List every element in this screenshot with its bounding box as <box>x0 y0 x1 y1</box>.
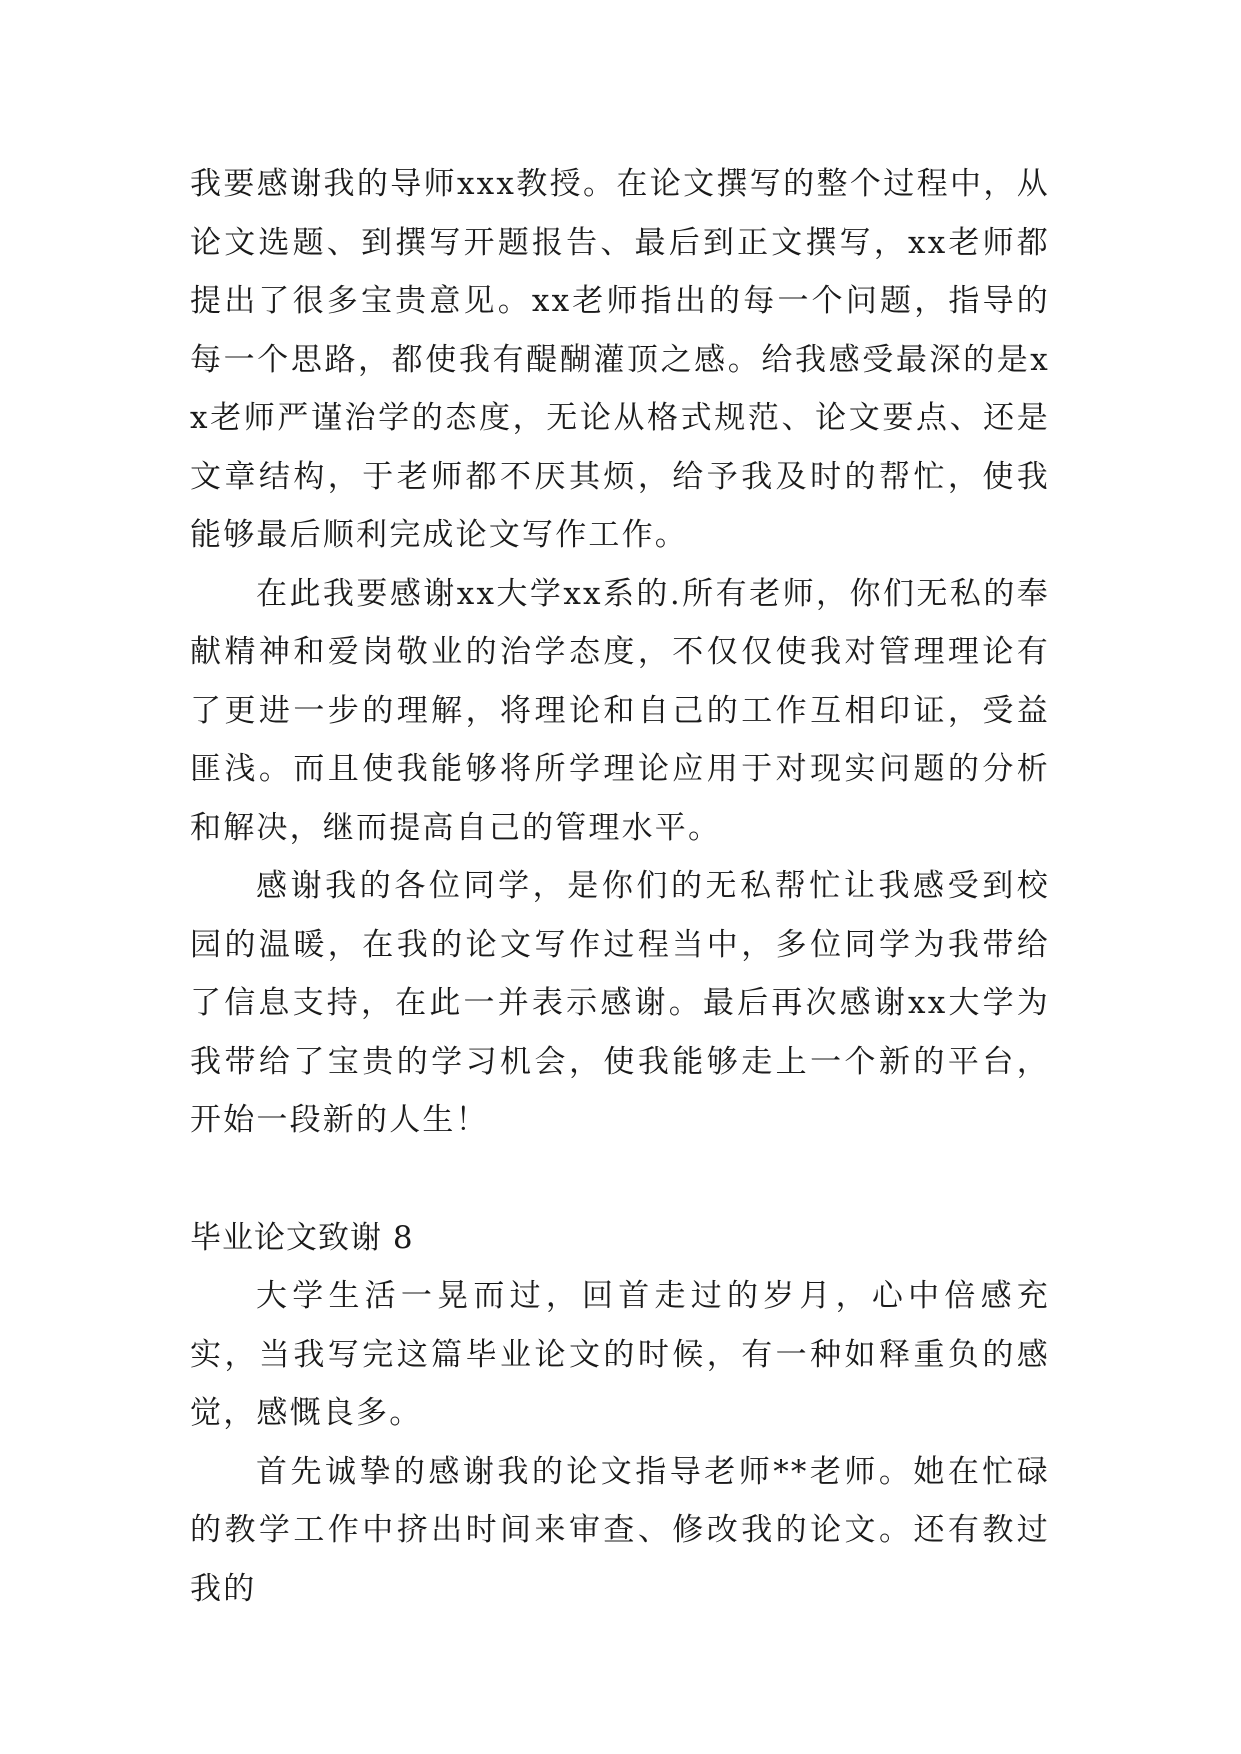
paragraph-advisor-thanks: 我要感谢我的导师xxx教授。在论文撰写的整个过程中，从论文选题、到撰写开题报告、最后到正文撰写，xx老师都提出了很多宝贵意见。xx老师指出的每一个问题，指导的每一个思路，都使我有醍醐灌顶之感。给我感受最深的是xx老师严谨治学的态度，无论从格式规范、论文要点、还是文章结构，于老师都不厌其烦，给予我及时的帮忙，使我能够最后顺利完成论文写作工作。 <box>190 166 1050 553</box>
document-body <box>190 155 1050 1618</box>
paragraph-college-life: 大学生活一晃而过，回首走过的岁月，心中倍感充实，当我写完这篇毕业论文的时候，有一种如释重负的感觉，感慨良多。 <box>190 1278 1050 1431</box>
paragraph-supervisor-thanks: 首先诚挚的感谢我的论文指导老师**老师。她在忙碌的教学工作中挤出时间来审查、修改我的论文。还有教过我的 <box>190 1453 1050 1607</box>
paragraph-classmates-thanks: 感谢我的各位同学，是你们的无私帮忙让我感受到校园的温暖，在我的论文写作过程当中，多位同学为我带给了信息支持，在此一并表示感谢。最后再次感谢xx大学为我带给了宝贵的学习机会，使我能够走上一个新的平台，开始一段新的人生！ <box>190 868 1050 1138</box>
paragraph-faculty-thanks: 在此我要感谢xx大学xx系的.所有老师，你们无私的奉献精神和爱岗敬业的治学态度，不仅仅使我对管理理论有了更进一步的理解，将理论和自己的工作互相印证，受益匪浅。而且使我能够将所学理论应用于对现实问题的分析和解决，继而提高自己的管理水平。 <box>190 575 1050 846</box>
section-heading: 毕业论文致谢 8 <box>190 1219 414 1256</box>
